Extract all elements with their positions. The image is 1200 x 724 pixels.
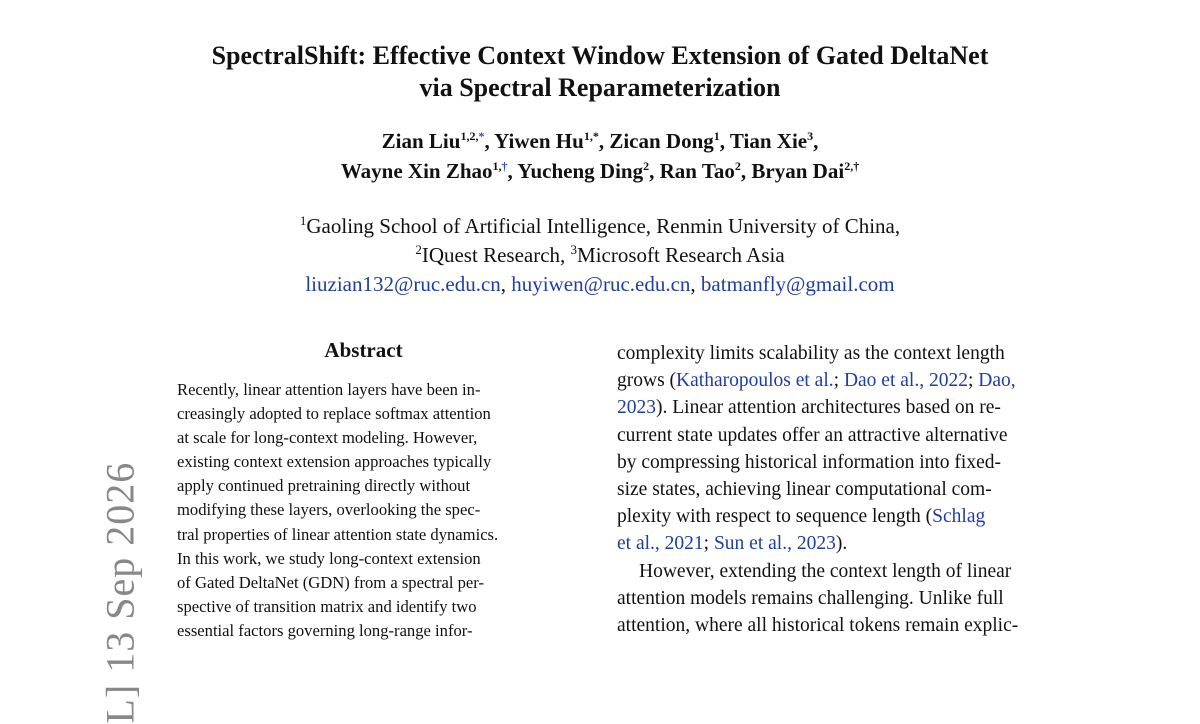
body-line: attention, where all historical tokens remain explic- xyxy=(617,615,1019,637)
citation-link[interactable]: Dao et al., 2022 xyxy=(843,370,968,392)
body-line: current state updates offer an attractive alternative xyxy=(617,424,1008,446)
body-line: plexity with respect to sequence length (Schlag xyxy=(617,506,986,528)
citation-link[interactable]: et al., 2021 xyxy=(617,533,704,555)
author-name: Ran Tao xyxy=(659,159,735,183)
body-line: by compressing historical information into fixed- xyxy=(617,451,1001,473)
title-line-1: SpectralShift: Effective Context Window Extension of Gated DeltaNet xyxy=(211,41,989,70)
affiliation-line-2: $^2$IQuest Research, $^3$Microsoft Research Asia xyxy=(415,242,785,267)
abstract-line: spective of transition matrix and identify two xyxy=(177,596,477,616)
abstract-line: In this work, we study long-context extension xyxy=(177,548,481,568)
email-link[interactable]: liuzian132@ruc.edu.cn xyxy=(305,272,501,296)
body-line: However, extending the context length of linear xyxy=(639,560,1012,582)
author-name: Yucheng Ding xyxy=(517,159,644,183)
author-name: Wayne Xin Zhao xyxy=(340,159,493,183)
email-line: liuzian132@ruc.edu.cn, huyiwen@ruc.edu.cn, batmanfly@gmail.com xyxy=(305,272,895,296)
body-line: 2023). Linear attention architectures based on re- xyxy=(617,397,1001,419)
email-link[interactable]: huyiwen@ruc.edu.cn xyxy=(511,272,691,296)
abstract-line: existing context extension approaches typically xyxy=(177,452,492,472)
author-name: Tian Xie xyxy=(729,129,808,153)
introduction-text xyxy=(617,340,1058,639)
body-line: size states, achieving linear computational com- xyxy=(617,479,992,501)
abstract-line: creasingly adopted to replace softmax attention xyxy=(177,404,491,424)
abstract-body xyxy=(177,378,551,643)
author-list xyxy=(100,126,1100,186)
author-name: Zian Liu xyxy=(381,129,461,153)
author-name: Zican Dong xyxy=(609,129,714,153)
abstract-line: apply continued pretraining directly without xyxy=(177,476,471,496)
body-line: et al., 2021; Sun et al., 2023). xyxy=(617,533,848,555)
author-line-2: Wayne Xin Zhao$^{1,\dagger}$, Yucheng Ding$^2$, Ran Tao$^2$, Bryan Dai$^{2,\dagger}$ xyxy=(340,159,860,183)
citation-link[interactable]: Schlag xyxy=(932,506,986,528)
citation-link[interactable]: 2023 xyxy=(617,397,656,419)
abstract-heading: Abstract xyxy=(324,338,403,362)
affiliations xyxy=(100,212,1100,299)
citation-link[interactable]: Sun et al., 2023 xyxy=(713,533,836,555)
body-line: grows (Katharopoulos et al.; Dao et al., 2022; Dao, xyxy=(617,370,1016,392)
author-name: Yiwen Hu xyxy=(494,129,584,153)
abstract-line: at scale for long-context modeling. However, xyxy=(177,428,478,448)
abstract-line: tral properties of linear attention state dynamics. xyxy=(177,524,499,544)
body-line: attention models remains challenging. Unlike full xyxy=(617,587,1004,609)
abstract-line: Recently, linear attention layers have been in- xyxy=(177,380,481,399)
email-link[interactable]: batmanfly@gmail.com xyxy=(700,272,895,296)
title-line-2: via Spectral Reparameterization xyxy=(419,73,781,102)
citation-link[interactable]: Katharopoulos et al. xyxy=(676,370,834,392)
paper-title xyxy=(100,40,1100,104)
author-name: Bryan Dai xyxy=(751,159,845,183)
abstract-line: modifying these layers, overlooking the spec- xyxy=(177,500,481,520)
arxiv-side-stamp: L] 13 Sep 2026 xyxy=(97,461,143,724)
citation-link[interactable]: Dao, xyxy=(978,370,1016,392)
abstract-line: of Gated DeltaNet (GDN) from a spectral per- xyxy=(177,572,484,592)
author-line-1: Zian Liu$^{1,2,*}$, Yiwen $Hu^{1,*}$, Zican Dong$^1$, Tian Xie$^3$, xyxy=(381,129,819,153)
abstract-line: essential factors governing long-range infor- xyxy=(177,620,473,640)
body-line: complexity limits scalability as the context length xyxy=(617,343,1005,364)
affiliation-line-1: $^1$Gaoling School of Artificial Intelligence, Renmin University of China, xyxy=(299,213,901,238)
